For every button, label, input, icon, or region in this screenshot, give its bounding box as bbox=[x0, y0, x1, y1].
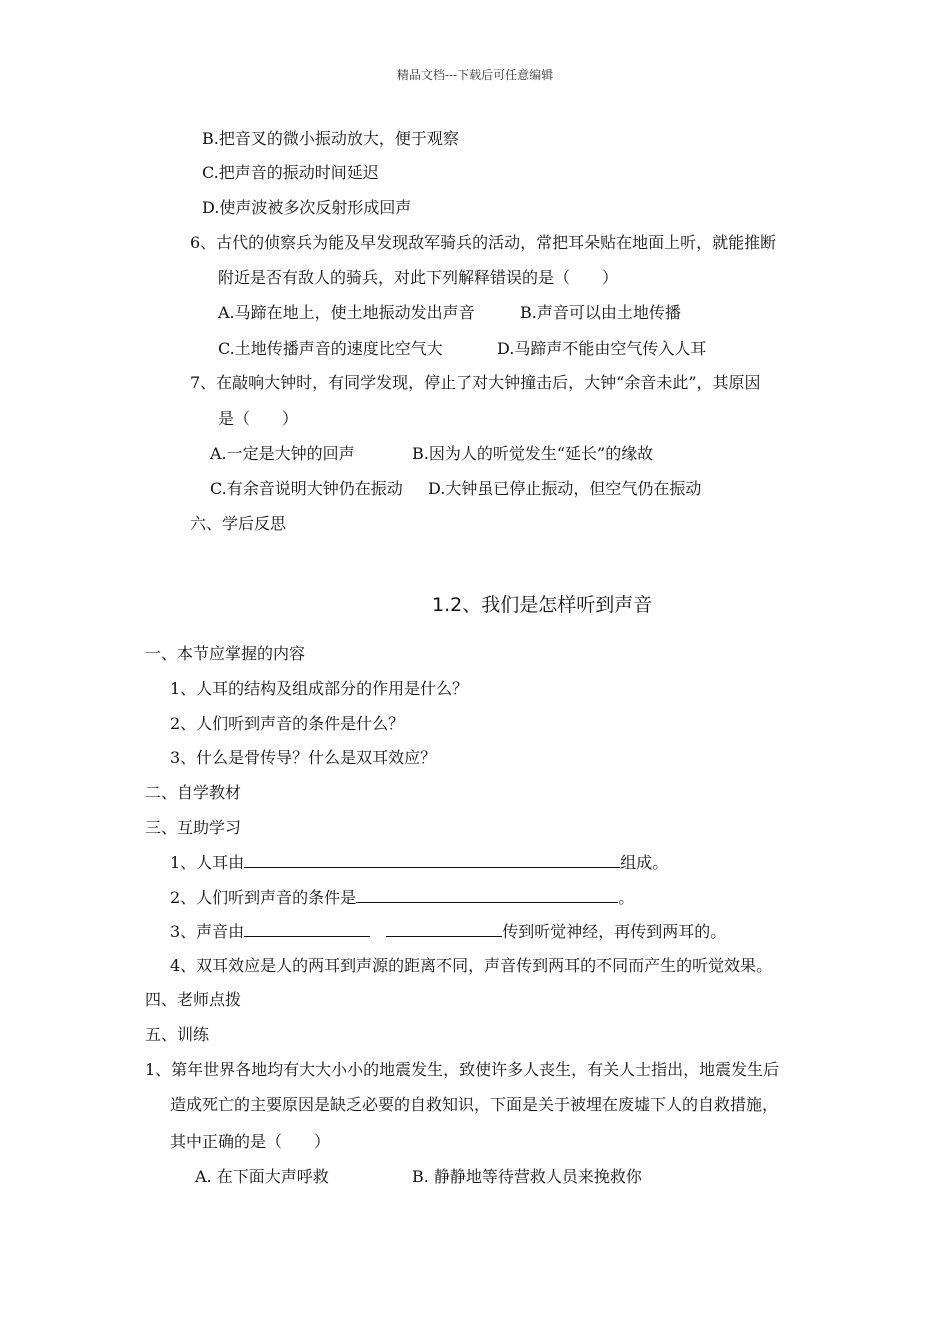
fill-3-prefix: 3、声音由 bbox=[170, 922, 245, 941]
section-teacher-guide: 四、老师点拨 bbox=[145, 990, 242, 1009]
content-item-1: 1、人耳的结构及组成部分的作用是什么？ bbox=[170, 679, 469, 698]
q5-option-c: C.把声音的振动时间延迟 bbox=[202, 163, 379, 182]
q6-line2: 附近是否有敌人的骑兵，对此下列解释错误的是（ ） bbox=[218, 268, 619, 287]
q7-line2: 是（ ） bbox=[218, 409, 299, 428]
fill-3-blank-2[interactable] bbox=[386, 920, 502, 937]
q7-option-a: A.一定是大钟的回声 bbox=[210, 444, 355, 463]
section-training: 五、训练 bbox=[145, 1025, 210, 1044]
section-self-study: 二、自学教材 bbox=[145, 783, 242, 802]
fill-1-suffix: 组成。 bbox=[620, 853, 669, 872]
fill-2-prefix: 2、人们听到声音的条件是 bbox=[170, 888, 357, 907]
section-content: 一、本节应掌握的内容 bbox=[145, 644, 306, 663]
training-q1-option-b: B. 静静地等待营救人员来挽救你 bbox=[412, 1167, 642, 1186]
training-q1-line2: 造成死亡的主要原因是缺乏必要的自救知识，下面是关于被埋在废墟下人的自救措施， bbox=[170, 1095, 779, 1114]
page-header: 精品文档---下载后可任意编辑 bbox=[396, 68, 554, 82]
section-reflection: 六、学后反思 bbox=[190, 514, 287, 533]
fill-item-1 bbox=[170, 851, 668, 874]
q6-option-b: B.声音可以由土地传播 bbox=[520, 303, 681, 322]
fill-item-2 bbox=[170, 886, 634, 909]
fill-3-suffix: 传到听觉神经，再传到两耳的。 bbox=[502, 922, 727, 941]
fill-1-blank[interactable] bbox=[244, 851, 620, 868]
fill-2-suffix: 。 bbox=[618, 888, 635, 907]
page-title: 1.2、我们是怎样听到声音 bbox=[432, 594, 653, 616]
content-item-2: 2、人们听到声音的条件是什么？ bbox=[170, 714, 405, 733]
content-item-3: 3、什么是骨传导？什么是双耳效应？ bbox=[170, 748, 437, 767]
q5-option-d: D.使声波被多次反射形成回声 bbox=[202, 198, 412, 217]
q7-option-b: B.因为人的听觉发生“延长”的缘故 bbox=[412, 444, 654, 463]
fill-item-3 bbox=[170, 920, 726, 943]
q7-option-c: C.有余音说明大钟仍在振动 bbox=[210, 479, 403, 498]
q7-line1: 7、在敲响大钟时，有同学发现，停止了对大钟撞击后，大钟“余音未此”，其原因 bbox=[190, 373, 761, 392]
training-q1-line3: 其中正确的是（ ） bbox=[170, 1132, 331, 1151]
q6-option-a: A.马蹄在地上，使土地振动发出声音 bbox=[218, 303, 475, 322]
q6-line1: 6、古代的侦察兵为能及早发现敌军骑兵的活动，常把耳朵贴在地面上听，就能推断 bbox=[190, 233, 777, 252]
fill-3-blank-1[interactable] bbox=[244, 920, 370, 937]
q7-option-d: D.大钟虽已停止振动，但空气仍在振动 bbox=[428, 479, 702, 498]
fill-item-4: 4、双耳效应是人的两耳到声源的距离不同，声音传到两耳的不同而产生的听觉效果。 bbox=[170, 956, 773, 975]
q6-option-d: D.马蹄声不能由空气传入人耳 bbox=[497, 339, 707, 358]
q6-option-c: C.土地传播声音的速度比空气大 bbox=[218, 339, 443, 358]
section-mutual-study: 三、互助学习 bbox=[145, 818, 242, 837]
training-q1-line1: 1、第年世界各地均有大大小小的地震发生，致使许多人丧生，有关人士指出，地震发生后 bbox=[145, 1060, 780, 1079]
q5-option-b: B.把音叉的微小振动放大，便于观察 bbox=[202, 129, 459, 148]
training-q1-option-a: A. 在下面大声呼救 bbox=[195, 1167, 329, 1186]
fill-1-prefix: 1、人耳由 bbox=[170, 853, 245, 872]
fill-2-blank[interactable] bbox=[356, 886, 618, 903]
